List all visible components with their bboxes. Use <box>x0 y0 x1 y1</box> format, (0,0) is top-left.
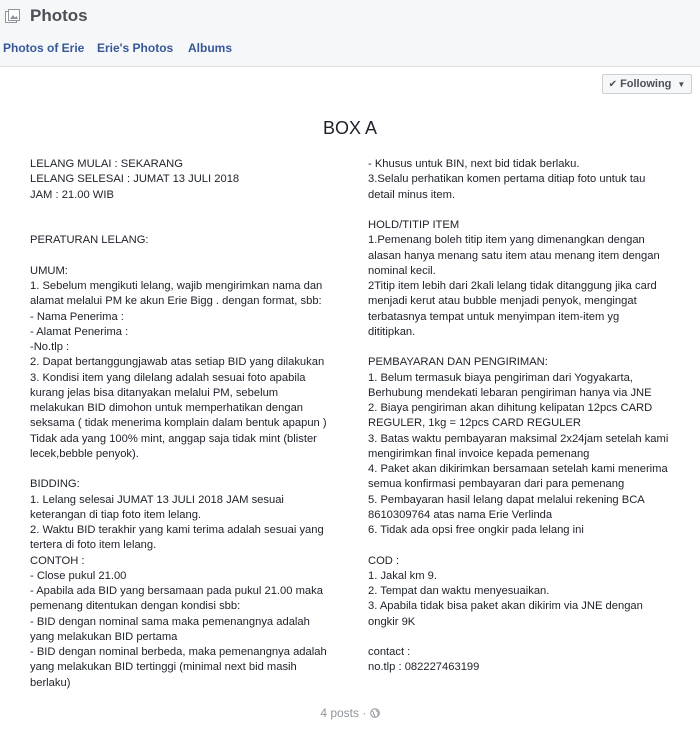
post-text-line: seksama ( tidak menerima komplain dalam bentuk apapun ) <box>30 417 327 430</box>
post-text-line: - Khusus untuk BIN, next bid tidak berlaku. <box>368 158 580 170</box>
post-text-line <box>368 340 688 355</box>
post-text-line: dititipkan. <box>368 325 416 338</box>
post-text-line: 1. Lelang selesai JUMAT 13 JULI 2018 JAM sesuai <box>30 493 284 506</box>
post-text-line: lecek,bebble penyok). <box>30 447 139 460</box>
post-text-line: 3. Batas waktu pembayaran maksimal 2x24jam setelah kami <box>368 432 669 445</box>
post-text-line: yang melakukan BID tertinggi (minimal next bid masih <box>30 661 297 674</box>
post-text-line: detail minus item. <box>368 188 456 201</box>
post-text-line: - Nama Penerima : <box>30 310 124 323</box>
post-text-line: terbatasnya tempat untuk menyimpan item-item yg <box>368 310 620 323</box>
post-text-right-column <box>368 157 688 676</box>
post-text-line: yang melakukan BID pertama <box>30 630 178 643</box>
post-text-line: Tidak ada yang 100% mint, anggap saja tidak mint (blister <box>30 432 317 445</box>
post-text-line: 1. Jakal km 9. <box>368 569 438 582</box>
post-text-line: 4. Paket akan dikirimkan bersamaan setelah kami menerima <box>368 463 668 475</box>
post-title: BOX A <box>322 118 378 138</box>
post-text-line <box>30 249 350 264</box>
post-text-line: mengirimkan final invoice kepada pemenang <box>368 447 590 460</box>
post-text-line <box>30 203 350 218</box>
post-text-line: - Alamat Penerima : <box>30 325 129 338</box>
post-text-line: HOLD/TITIP ITEM <box>368 219 460 231</box>
post-text-line: - BID dengan nominal sama maka pemenangnya adalah <box>30 615 310 628</box>
post-text-line: UMUM: <box>30 264 68 277</box>
post-text-line: pemenang ditentukan dengan kondisi sbb: <box>30 600 241 613</box>
post-text-line: 8610309764 atas nama Erie Verlinda <box>368 508 553 521</box>
post-text-line: COD : <box>368 554 400 567</box>
post-text-line: 3.Selalu perhatikan komen pertama ditiap foto untuk tau <box>368 173 646 186</box>
check-icon: ✔ <box>608 78 618 90</box>
post-text-line: tertera di foto item lelang. <box>30 539 157 552</box>
post-text-line: 2. Waktu BID terakhir yang kami terima adalah sesuai yang <box>30 524 324 536</box>
post-text-line: kurang jelas bisa ditanyakan melalui PM, sebelum <box>30 386 279 399</box>
post-text-line: alamat melalui PM ke akun Erie Bigg . dengan format, sbb: <box>30 295 322 308</box>
tab-photos-of-erie[interactable]: Photos of Erie <box>3 41 85 55</box>
post-text-line: ongkir 9K <box>368 615 416 628</box>
post-text-left-column <box>30 157 350 691</box>
post-text-line: menjadi kerut atau bubble menjadi penyok, mengingat <box>368 295 637 308</box>
post-text-line: 3. Apabila tidak bisa paket akan dikirim via JNE dengan <box>368 600 643 613</box>
post-text-line: 5. Pembayaran hasil lelang dapat melalui rekening BCA <box>368 493 645 506</box>
post-text-line: 1. Sebelum mengikuti lelang, wajib mengirimkan nama dan <box>30 280 323 292</box>
post-text-line: REGULER, 1kg = 12pcs CARD REGULER <box>368 417 581 430</box>
post-text-line: melakukan BID dimohon untuk memperhatikan dengan <box>30 402 304 414</box>
globe-icon <box>370 708 380 718</box>
post-text-line: 2Titip item lebih dari 2kali lelang tidak ditanggung jika card <box>368 280 657 292</box>
photos-icon <box>5 9 21 25</box>
post-text-line: 1.Pemenang boleh titip item yang dimenangkan dengan <box>368 234 645 247</box>
post-text-line: LELANG MULAI : SEKARANG <box>30 158 183 170</box>
post-text-line: 2. Tempat dan waktu menyesuaikan. <box>368 585 550 597</box>
post-text-line: PEMBAYARAN DAN PENGIRIMAN: <box>368 356 548 369</box>
post-text-line <box>30 462 350 477</box>
post-text-line: contact : <box>368 646 411 658</box>
post-text-line: PERATURAN LELANG: <box>30 234 149 247</box>
post-text-line: keterangan di tiap foto item lelang. <box>30 508 202 521</box>
post-text-line: JAM : 21.00 WIB <box>30 188 114 201</box>
post-text-line: berlaku) <box>30 676 71 689</box>
post-text-line: - BID dengan nominal berbeda, maka pemenangnya adalah <box>30 646 327 658</box>
post-text-line <box>368 538 688 553</box>
caret-down-icon: ▼ <box>677 79 686 89</box>
post-text-line: BIDDING: <box>30 478 80 491</box>
following-label: Following <box>620 78 672 90</box>
tab-albums[interactable]: Albums <box>188 41 233 55</box>
post-text-line: - Apabila ada BID yang bersamaan pada pukul 21.00 maka <box>30 585 323 597</box>
post-text-line: -No.tlp : <box>30 341 70 353</box>
post-text-line: - Close pukul 21.00 <box>30 569 127 582</box>
post-text-line: 6. Tidak ada opsi free ongkir pada lelang ini <box>368 524 584 536</box>
post-text-line: no.tlp : 082227463199 <box>368 661 480 674</box>
post-text-line: 2. Biaya pengiriman akan dihitung kelipatan 12pcs CARD <box>368 402 653 414</box>
post-text-line: CONTOH : <box>30 554 85 567</box>
post-text-line: 2. Dapat bertanggungjawab atas setiap BID yang dilakukan <box>30 356 325 369</box>
tab-eries-photos[interactable]: Erie's Photos <box>97 41 174 55</box>
post-text-line: Berhubung mendekati lebaran pengiriman hanya via JNE <box>368 386 652 399</box>
post-text-line: 3. Kondisi item yang dilelang adalah sesuai foto apabila <box>30 371 306 384</box>
post-text-line: LELANG SELESAI : JUMAT 13 JULI 2018 <box>30 173 240 186</box>
post-text-line <box>368 630 688 645</box>
post-text-line <box>30 218 350 233</box>
following-button[interactable] <box>602 74 692 94</box>
post-text-line: nominal kecil. <box>368 264 436 277</box>
post-text-line: 1. Belum termasuk biaya pengiriman dari Yogyakarta, <box>368 371 633 384</box>
top-bar <box>0 0 700 67</box>
post-text-line: semua konfirmasi pembayaran dari para pemenang <box>368 478 625 491</box>
post-text-line: alasan hanya menang satu item atau menang item dengan <box>368 249 660 262</box>
post-text-line <box>368 203 688 218</box>
posts-count[interactable]: 4 posts · <box>320 706 367 720</box>
page-title: Photos <box>30 6 88 25</box>
post-footer <box>0 706 700 720</box>
